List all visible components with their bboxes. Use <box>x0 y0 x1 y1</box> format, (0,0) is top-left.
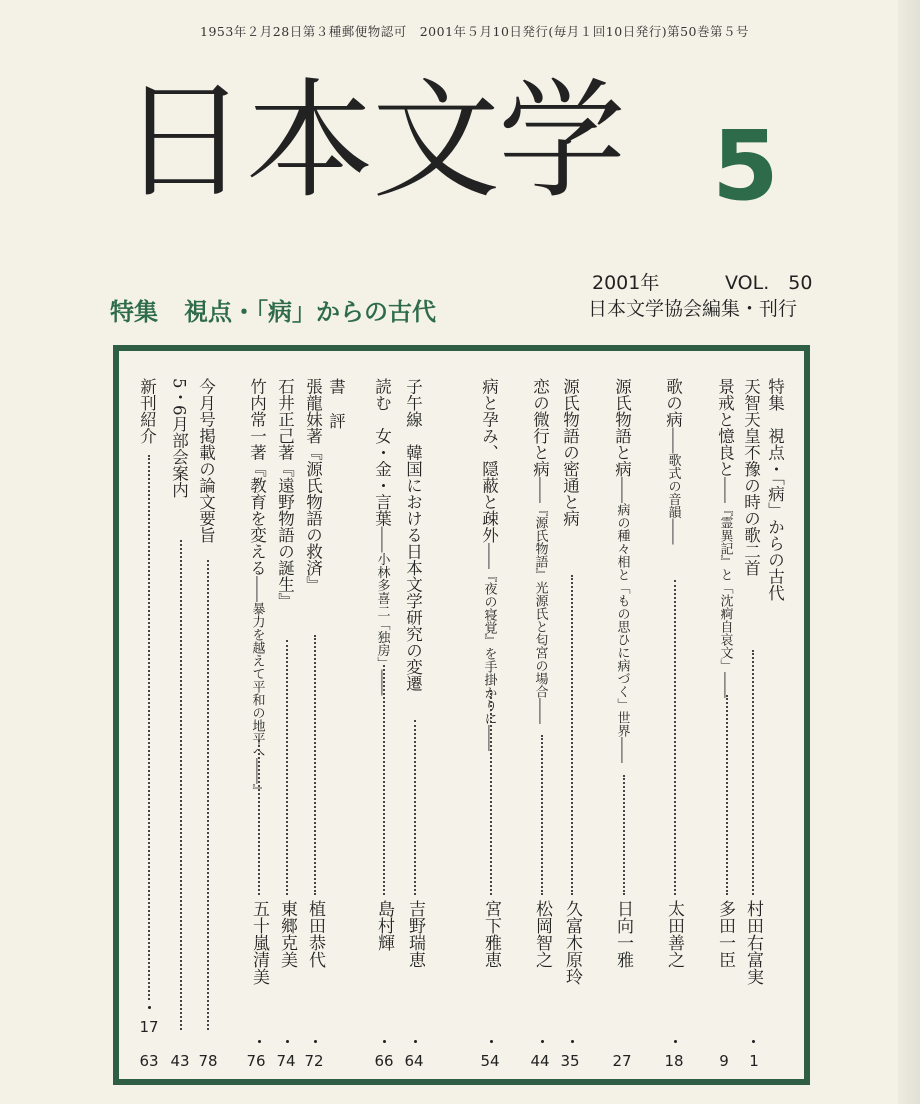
toc-page-13: 76 <box>246 1052 266 1070</box>
toc-title-13[interactable] <box>248 378 265 797</box>
toc-page-15: 43 <box>170 1052 190 1070</box>
leader-dots <box>674 580 676 895</box>
toc-page-1: 1 <box>749 1052 759 1070</box>
toc-title-5[interactable]: 源氏物語の密通と病 <box>560 378 580 527</box>
leader-dots <box>414 720 416 895</box>
toc-author-11: 植田恭代 <box>305 900 325 968</box>
page-bullet <box>148 1006 151 1009</box>
page-bullet <box>314 1040 317 1043</box>
toc-title-text: 竹内常一著『教育を変える <box>247 378 267 576</box>
page-bullet <box>752 1040 755 1043</box>
toc-page-7: 54 <box>480 1052 500 1070</box>
special-theme: 視点・「病」からの古代 <box>184 298 436 326</box>
leader-dots <box>541 735 543 895</box>
table-of-contents-frame <box>113 345 810 1085</box>
page-bullet <box>674 1040 677 1043</box>
leader-dots <box>726 695 728 895</box>
leader-dots <box>571 575 573 895</box>
leader-dots <box>180 540 182 1030</box>
toc-author-12: 東郷克美 <box>277 900 297 968</box>
toc-title-9[interactable] <box>373 378 390 696</box>
toc-title-12[interactable]: 石井正己著『遠野物語の誕生』 <box>275 378 295 609</box>
toc-page-5: 35 <box>560 1052 580 1070</box>
special-feature-heading <box>110 292 436 327</box>
page-bullet <box>541 1040 544 1043</box>
toc-subtitle: ――『夜の寝覚』を手掛かりに―― <box>481 543 497 751</box>
toc-author-6: 松岡智之 <box>532 900 552 968</box>
toc-title-2[interactable] <box>716 378 733 698</box>
toc-page-3: 18 <box>664 1052 684 1070</box>
publisher: 日本文学協会編集・刊行 <box>588 298 798 320</box>
toc-author-5: 久富木原玲 <box>562 900 582 985</box>
page-bullet <box>414 1040 417 1043</box>
toc-author-1: 村田右富実 <box>743 900 763 985</box>
toc-page-2: 9 <box>719 1052 729 1070</box>
toc-author-3: 太田善之 <box>664 900 684 968</box>
year: 2001年 <box>592 272 660 294</box>
toc-page-6: 44 <box>530 1052 550 1070</box>
toc-subtitle: ――歌式の音韻―― <box>665 427 681 545</box>
toc-title-3[interactable] <box>664 378 681 545</box>
page-bullet <box>490 1040 493 1043</box>
toc-author-9: 島村輝 <box>374 900 394 951</box>
toc-subtitle: ――『源氏物語』光源氏と匂宮の場合―― <box>532 477 548 724</box>
leader-dots <box>752 650 754 895</box>
toc-author-13: 五十嵐清美 <box>249 900 269 985</box>
toc-title-7[interactable] <box>480 378 497 751</box>
leader-dots <box>490 690 492 895</box>
toc-title-6[interactable] <box>531 378 548 724</box>
volume: VOL. 50 <box>725 272 813 294</box>
toc-title-text: 歌の病 <box>663 378 683 428</box>
toc-author-8: 吉野瑞恵 <box>405 900 425 968</box>
toc-title-text: 源氏物語と病 <box>612 378 632 477</box>
toc-subtitle: ――『霊異記』と「沈痾自哀文」―― <box>717 477 733 698</box>
toc-title-16[interactable]: 新刊紹介 <box>137 378 157 444</box>
toc-page-top-16: 17 <box>139 1018 159 1036</box>
toc-title-14[interactable]: 今月号掲載の論文要旨 <box>196 378 216 543</box>
journal-title: 日本文学 <box>120 67 625 216</box>
toc-subtitle: ――病の種々相と「もの思ひに病づく」世界―― <box>614 477 630 763</box>
leader-dots <box>314 635 316 895</box>
page-bullet <box>286 1040 289 1043</box>
toc-subtitle: ――小林多喜二「独房」―― <box>374 526 390 696</box>
toc-page-8: 64 <box>404 1052 424 1070</box>
toc-title-text: 景戒と憶良と <box>715 378 735 477</box>
leader-dots <box>623 775 625 895</box>
toc-title-1[interactable]: 天智天皇不豫の時の歌二首 <box>741 378 761 576</box>
toc-title-8[interactable]: 子午線 韓国における日本文学研究の変遷 <box>403 378 423 692</box>
toc-title-text: 読む 女・金・言葉 <box>372 378 392 527</box>
toc-page-16: 63 <box>139 1052 159 1070</box>
page-bullet <box>258 1040 261 1043</box>
special-label: 特集 <box>110 298 158 326</box>
toc-title-text: 病と孕み、隠蔽と疎外 <box>479 378 499 543</box>
postal-notice: 1953年２月28日第３種郵便物認可 2001年５月10日発行(毎月１回10日発行)第50巻第５号 <box>200 24 750 39</box>
toc-page-11: 72 <box>304 1052 324 1070</box>
toc-author-2: 多田一臣 <box>715 900 735 968</box>
page-bullet <box>571 1040 574 1043</box>
issue-number: 5 <box>712 110 779 222</box>
toc-author-4: 日向一雅 <box>613 900 633 968</box>
leader-dots <box>383 665 385 895</box>
toc-heading-special[interactable]: 特集 視点・「病」からの古代 <box>765 378 785 601</box>
toc-page-14: 78 <box>198 1052 218 1070</box>
toc-title-4[interactable] <box>613 378 630 763</box>
year-volume <box>592 268 828 295</box>
toc-title-15[interactable]: 5・6月部会案内 <box>169 378 189 498</box>
toc-title-text: 恋の微行と病 <box>530 378 550 477</box>
toc-page-12: 74 <box>276 1052 296 1070</box>
spine-edge <box>898 0 920 1104</box>
toc-page-4: 27 <box>612 1052 632 1070</box>
toc-page-9: 66 <box>374 1052 394 1070</box>
leader-dots <box>258 740 260 895</box>
toc-subtitle: ――暴力を越えて平和の地平へ――』 <box>249 576 265 797</box>
toc-heading-review[interactable]: 書評 <box>326 378 346 447</box>
toc-author-7: 宮下雅恵 <box>481 900 501 968</box>
leader-dots <box>148 455 150 1000</box>
leader-dots <box>286 640 288 895</box>
page-bullet <box>383 1040 386 1043</box>
leader-dots <box>207 560 209 1030</box>
toc-title-11[interactable]: 張龍妹著『源氏物語の救済』 <box>303 378 323 593</box>
